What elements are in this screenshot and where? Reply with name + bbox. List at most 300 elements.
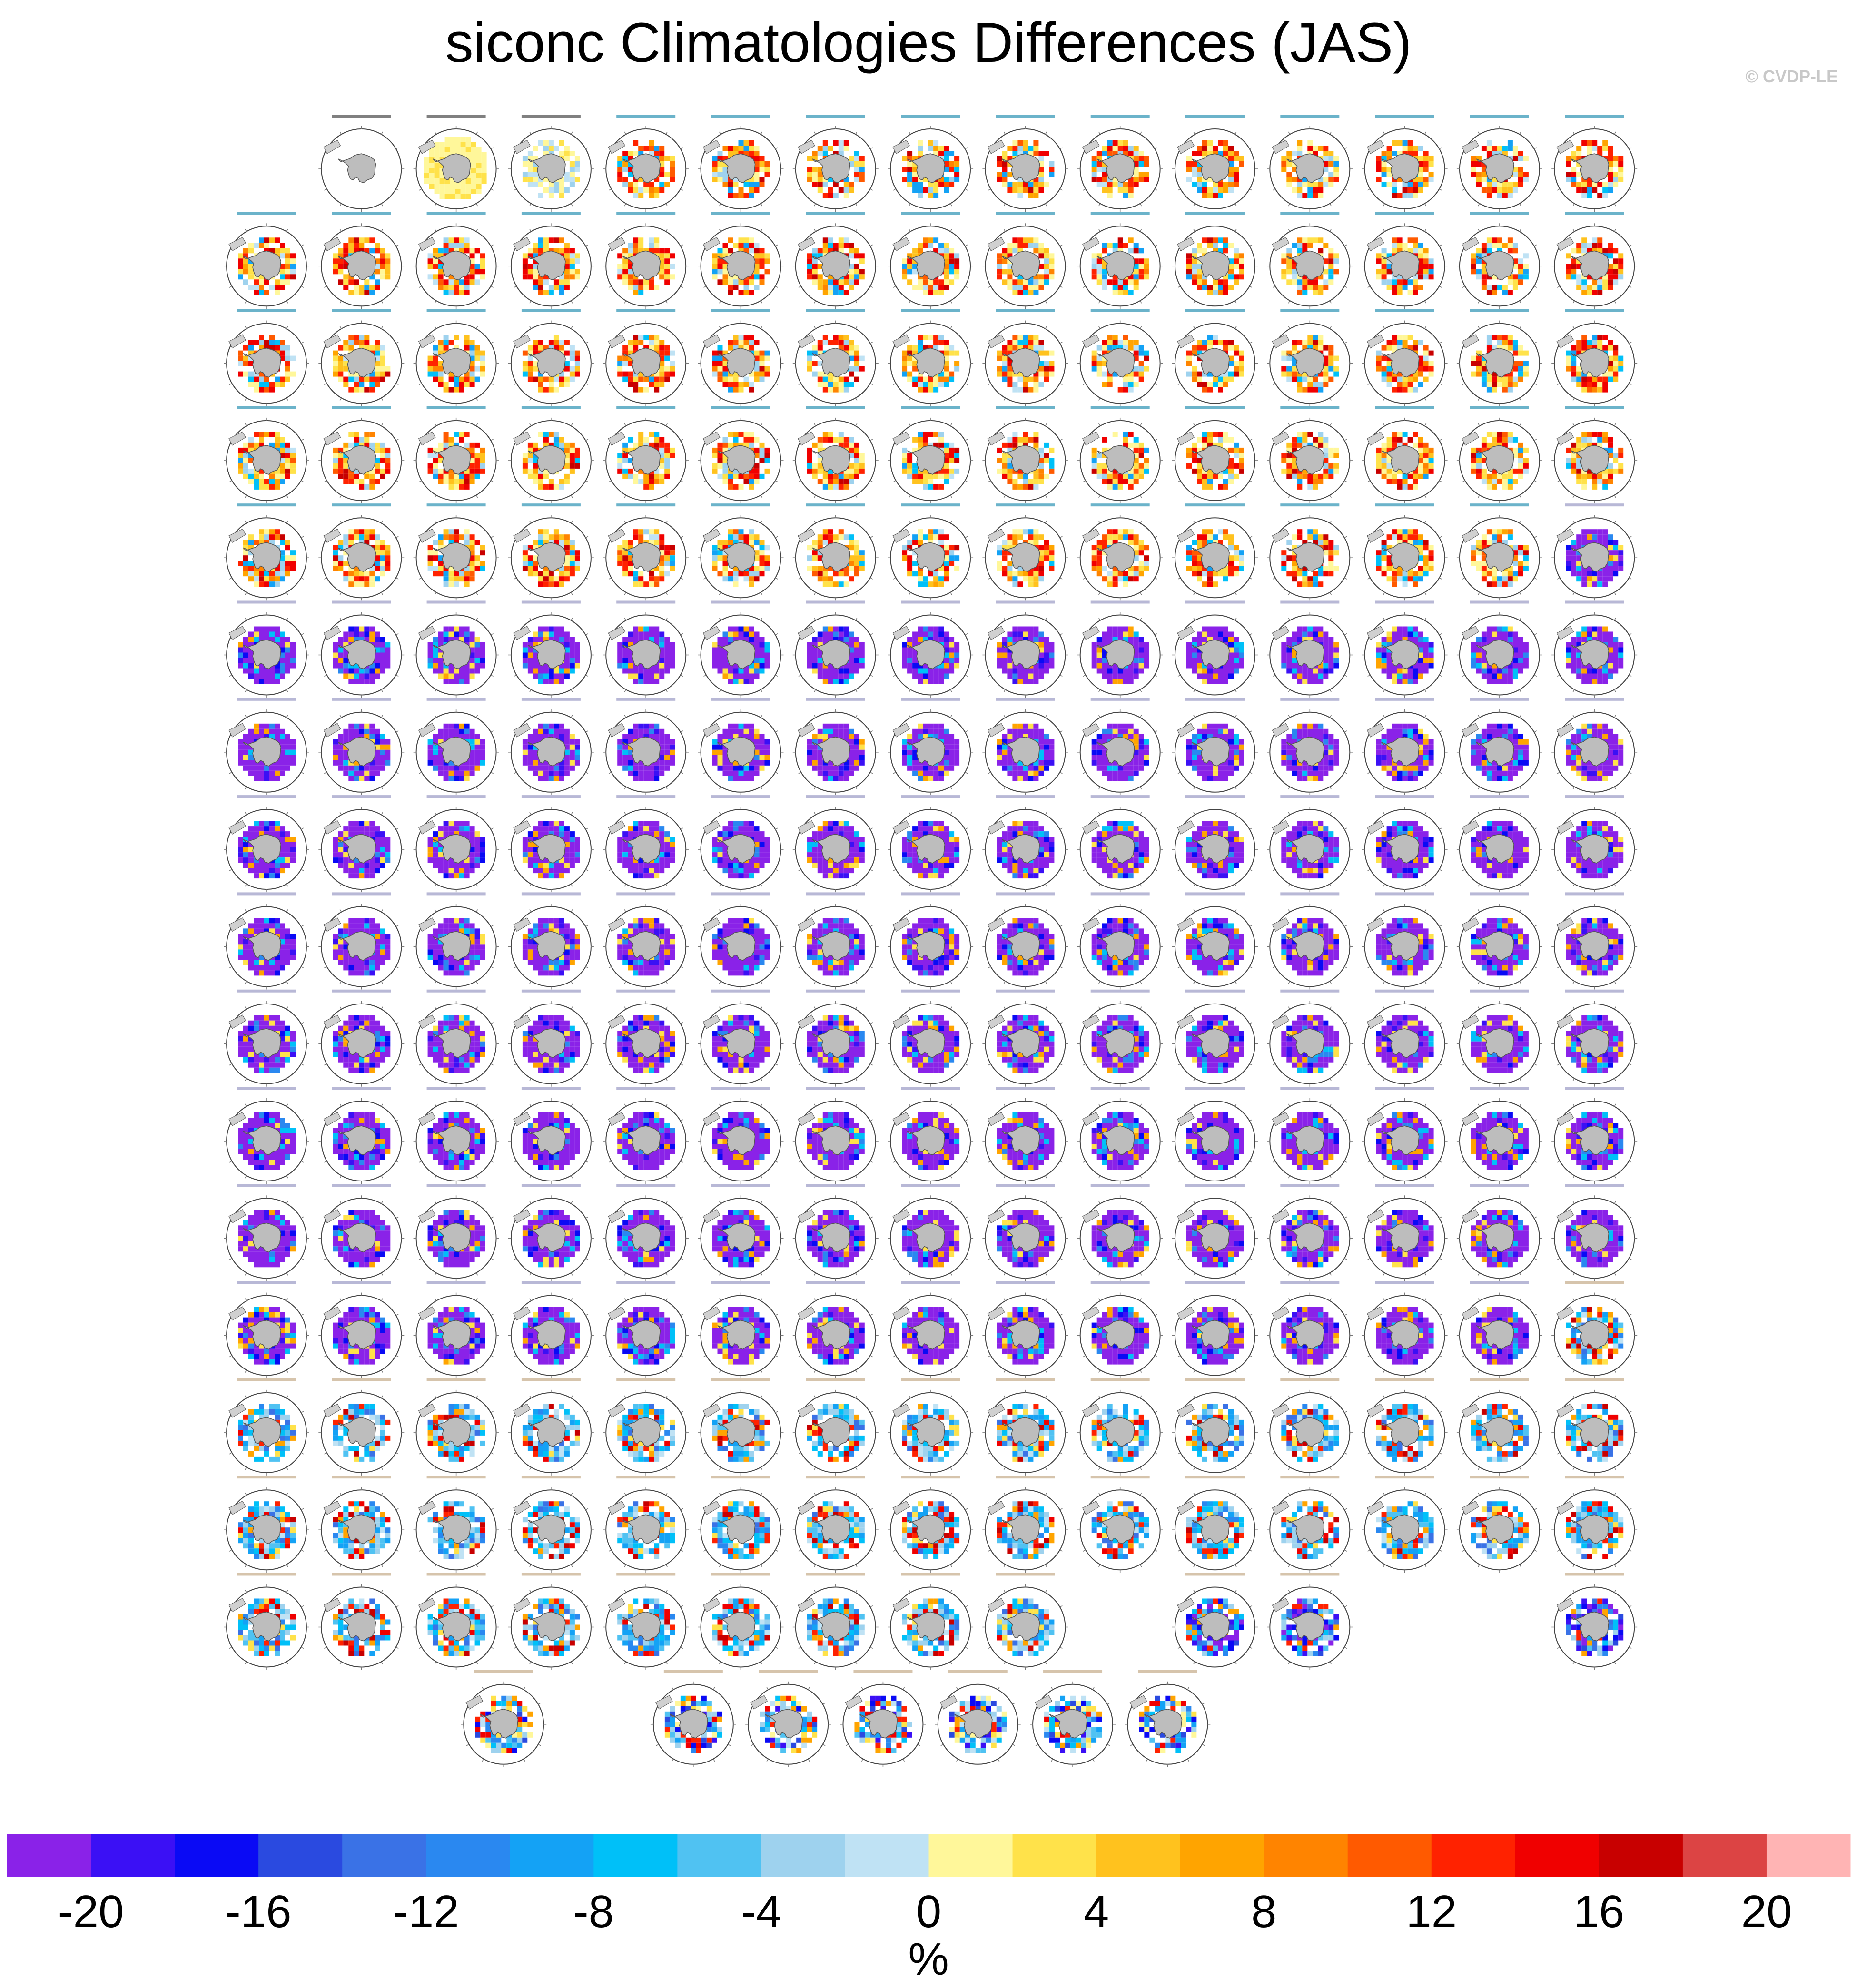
panel-title — [901, 1378, 960, 1381]
panel-title — [427, 1573, 486, 1576]
panel-title — [996, 698, 1055, 701]
map-panel — [224, 406, 309, 503]
map-panel — [1362, 795, 1448, 892]
panel-title — [1375, 309, 1434, 312]
panel-title — [1470, 115, 1529, 118]
colorbar-segment — [677, 1834, 761, 1877]
panel-title — [427, 601, 486, 604]
panel-title — [1280, 1184, 1339, 1187]
map-panel — [982, 1087, 1068, 1184]
map-panel — [793, 698, 879, 795]
map-panel — [508, 1476, 594, 1573]
map-panel — [224, 1087, 309, 1184]
panel-title — [616, 1087, 675, 1090]
panel-title — [1091, 795, 1150, 798]
map-panel — [224, 212, 309, 309]
map-panel — [888, 212, 973, 309]
map-panel — [1077, 892, 1163, 989]
panel-title — [711, 212, 770, 215]
panel-title — [427, 698, 486, 701]
map-panel — [888, 406, 973, 503]
map-panel — [793, 1087, 879, 1184]
panel-title — [1185, 1476, 1245, 1478]
panel-title — [1565, 309, 1624, 312]
panel-title — [806, 309, 865, 312]
map-panel — [1077, 503, 1163, 600]
map-panel — [508, 406, 594, 503]
map-panel — [888, 795, 973, 892]
map-panel — [1267, 406, 1353, 503]
panel-title — [522, 503, 581, 506]
panel-title — [522, 990, 581, 993]
map-panel — [888, 601, 973, 698]
colorbar-segment — [7, 1834, 91, 1877]
panel-title — [522, 406, 581, 409]
map-panel — [1267, 1184, 1353, 1281]
map-panel — [414, 795, 499, 892]
panel-title — [806, 1184, 865, 1187]
panel-title — [711, 406, 770, 409]
panel-title — [1470, 795, 1529, 798]
map-panel — [414, 1281, 499, 1378]
map-panel — [1551, 990, 1637, 1087]
colorbar-segment — [1432, 1834, 1516, 1877]
map-panel — [651, 1670, 736, 1767]
panel-title — [901, 795, 960, 798]
map-panel — [1172, 1476, 1258, 1573]
panel-title — [427, 115, 486, 118]
map-panel — [888, 1476, 973, 1573]
map-panel — [982, 503, 1068, 600]
colorbar-segment — [845, 1834, 929, 1877]
map-panel — [698, 601, 784, 698]
panel-title — [996, 795, 1055, 798]
map-panel — [698, 892, 784, 989]
map-panel — [414, 601, 499, 698]
panel-title — [616, 1378, 675, 1381]
panel-title — [237, 795, 296, 798]
map-panel — [698, 406, 784, 503]
panel-title — [1280, 212, 1339, 215]
map-panel — [888, 1378, 973, 1476]
map-panel — [1077, 1281, 1163, 1378]
panel-title — [1375, 698, 1434, 701]
map-panel — [1457, 990, 1542, 1087]
panel-title — [996, 309, 1055, 312]
map-panel — [1457, 1476, 1542, 1573]
map-panel — [1077, 698, 1163, 795]
panel-title — [1470, 406, 1529, 409]
panel-title — [901, 212, 960, 215]
map-panel — [1172, 990, 1258, 1087]
colorbar-segment — [426, 1834, 510, 1877]
map-panel — [414, 1087, 499, 1184]
panel-title — [522, 1476, 581, 1478]
map-panel — [1172, 1378, 1258, 1476]
map-panel — [1077, 1378, 1163, 1476]
panel-title — [332, 1087, 391, 1090]
panel-title — [853, 1670, 912, 1673]
map-panel — [793, 1281, 879, 1378]
panel-title — [901, 1281, 960, 1284]
map-panel — [1362, 503, 1448, 600]
panel-title — [1565, 990, 1624, 993]
map-panel — [793, 212, 879, 309]
panel-title — [1185, 698, 1245, 701]
map-panel — [698, 309, 784, 406]
map-panel — [1551, 1087, 1637, 1184]
map-panel — [793, 601, 879, 698]
panel-title — [996, 1281, 1055, 1284]
panel-title — [806, 503, 865, 506]
panel-title — [996, 601, 1055, 604]
colorbar-tick-label: -4 — [741, 1886, 781, 1937]
panel-title — [332, 1573, 391, 1576]
map-panel — [793, 1573, 879, 1670]
colorbar-segment — [761, 1834, 845, 1877]
chart-title: siconc Climatologies Differences (JAS) — [0, 10, 1857, 76]
panel-title — [332, 1281, 391, 1284]
map-panel — [318, 1476, 404, 1573]
map-panel — [982, 698, 1068, 795]
map-panel — [1267, 601, 1353, 698]
map-panel — [1362, 601, 1448, 698]
map-panel — [1267, 503, 1353, 600]
panel-title — [332, 990, 391, 993]
panel-title — [332, 892, 391, 895]
map-panel — [224, 1281, 309, 1378]
panel-title — [711, 1476, 770, 1478]
map-panel — [793, 309, 879, 406]
panel-title — [427, 795, 486, 798]
colorbar-segment — [342, 1834, 426, 1877]
panel-title — [1565, 601, 1624, 604]
map-panel — [982, 1378, 1068, 1476]
map-panel — [1077, 212, 1163, 309]
map-panel — [1362, 1087, 1448, 1184]
colorbar-tick-label: -12 — [393, 1886, 459, 1937]
map-panel — [224, 1184, 309, 1281]
map-panel — [1551, 1573, 1637, 1670]
map-panel — [224, 1378, 309, 1476]
panel-title — [711, 795, 770, 798]
colorbar-segment — [91, 1834, 175, 1877]
panel-title — [522, 1378, 581, 1381]
map-panel — [318, 795, 404, 892]
panel-title — [1185, 309, 1245, 312]
map-panel — [603, 892, 689, 989]
panel-title — [332, 503, 391, 506]
map-panel — [1267, 212, 1353, 309]
panel-title — [1565, 795, 1624, 798]
map-panel — [793, 406, 879, 503]
panel-title — [711, 1281, 770, 1284]
panel-title — [1091, 1476, 1150, 1478]
panel-title — [522, 1281, 581, 1284]
map-panel — [414, 990, 499, 1087]
map-panel — [1267, 1087, 1353, 1184]
panel-title — [1375, 1476, 1434, 1478]
map-panel — [1077, 795, 1163, 892]
map-panel — [1457, 698, 1542, 795]
panel-title — [474, 1670, 533, 1673]
map-panel — [318, 115, 404, 212]
map-panel — [982, 990, 1068, 1087]
map-panel — [1551, 1476, 1637, 1573]
map-panel — [603, 601, 689, 698]
panel-title — [1565, 1476, 1624, 1478]
panel-title — [711, 990, 770, 993]
watermark: © CVDP-LE — [1745, 67, 1838, 87]
map-panel — [603, 1281, 689, 1378]
colorbar-tick-label: 20 — [1741, 1886, 1792, 1937]
panel-title — [427, 406, 486, 409]
colorbar-unit-label: % — [908, 1934, 948, 1985]
map-panel — [698, 698, 784, 795]
colorbar-tick-label: 0 — [916, 1886, 941, 1937]
map-panel — [840, 1670, 926, 1767]
map-panel — [1077, 1087, 1163, 1184]
panel-title — [427, 1087, 486, 1090]
map-panel — [698, 212, 784, 309]
panel-title — [237, 1281, 296, 1284]
panel-title — [237, 601, 296, 604]
panel-title — [1280, 1087, 1339, 1090]
colorbar-tick-label: -16 — [226, 1886, 292, 1937]
panel-title — [237, 1184, 296, 1187]
panel-title — [664, 1670, 723, 1673]
map-panel — [508, 212, 594, 309]
panel-title — [237, 1573, 296, 1576]
panel-title — [1185, 1281, 1245, 1284]
panel-title — [711, 698, 770, 701]
colorbar-tick-label: 8 — [1251, 1886, 1276, 1937]
colorbar-segment — [1264, 1834, 1348, 1877]
map-panel — [698, 1184, 784, 1281]
map-panel — [224, 990, 309, 1087]
map-panel — [1457, 892, 1542, 989]
map-panel — [1551, 892, 1637, 989]
colorbar-segment — [175, 1834, 259, 1877]
map-panel — [1267, 1476, 1353, 1573]
panel-title — [1470, 503, 1529, 506]
panel-title — [759, 1670, 818, 1673]
map-panel — [1457, 1184, 1542, 1281]
map-panel — [603, 212, 689, 309]
map-panel — [1457, 212, 1542, 309]
panel-title — [1565, 1184, 1624, 1187]
panel-title — [616, 115, 675, 118]
panel-title — [711, 892, 770, 895]
map-panel — [1551, 309, 1637, 406]
panel-title — [901, 503, 960, 506]
map-panel — [982, 406, 1068, 503]
panel-title — [901, 892, 960, 895]
panel-title — [806, 892, 865, 895]
map-panel — [1267, 892, 1353, 989]
panel-title — [1470, 1476, 1529, 1478]
colorbar-segment — [1599, 1834, 1683, 1877]
panel-title — [996, 115, 1055, 118]
panel-title — [237, 892, 296, 895]
map-panel — [414, 1184, 499, 1281]
map-panel — [1077, 406, 1163, 503]
map-panel — [1457, 115, 1542, 212]
map-panel — [414, 698, 499, 795]
panel-title — [711, 1378, 770, 1381]
panel-title — [711, 1184, 770, 1187]
panel-title — [332, 1476, 391, 1478]
map-panel — [793, 795, 879, 892]
map-panel — [1362, 1378, 1448, 1476]
panel-title — [1185, 212, 1245, 215]
map-panel — [603, 698, 689, 795]
panel-title — [1565, 1087, 1624, 1090]
panel-title — [1185, 601, 1245, 604]
map-panel — [1267, 795, 1353, 892]
panel-title — [1138, 1670, 1197, 1673]
map-panel — [318, 212, 404, 309]
map-panel — [698, 990, 784, 1087]
panel-title — [1280, 1378, 1339, 1381]
panel-title — [806, 698, 865, 701]
colorbar-segment — [1180, 1834, 1264, 1877]
map-panel — [508, 309, 594, 406]
panel-title — [522, 212, 581, 215]
panel-title — [1185, 1573, 1245, 1576]
map-panel — [1125, 1670, 1210, 1767]
map-panel — [793, 1184, 879, 1281]
map-panel — [698, 1087, 784, 1184]
map-panel — [1267, 1378, 1353, 1476]
map-panel — [1077, 115, 1163, 212]
panel-title — [1280, 1281, 1339, 1284]
map-panel — [1551, 795, 1637, 892]
panel-title — [332, 795, 391, 798]
panel-title — [1375, 1087, 1434, 1090]
panel-title — [1280, 309, 1339, 312]
map-panel — [318, 503, 404, 600]
map-panel — [508, 795, 594, 892]
map-panel — [1457, 309, 1542, 406]
panel-title — [806, 1476, 865, 1478]
panel-title — [1470, 1087, 1529, 1090]
panel-title — [1375, 503, 1434, 506]
map-panel — [1551, 1184, 1637, 1281]
panel-title — [1043, 1670, 1102, 1673]
map-panel — [982, 892, 1068, 989]
panel-title — [996, 1087, 1055, 1090]
panel-title — [1280, 115, 1339, 118]
panel-title — [332, 309, 391, 312]
panel-title — [996, 892, 1055, 895]
map-panel — [888, 503, 973, 600]
panel-title — [237, 212, 296, 215]
map-panel — [1172, 1087, 1258, 1184]
panel-title — [806, 1573, 865, 1576]
panel-title — [1375, 1281, 1434, 1284]
map-panel — [318, 1573, 404, 1670]
panel-title — [616, 1281, 675, 1284]
panel-title — [427, 309, 486, 312]
panel-title — [616, 892, 675, 895]
panel-title — [806, 212, 865, 215]
panel-title — [1470, 1184, 1529, 1187]
map-panel — [698, 503, 784, 600]
panel-title — [806, 406, 865, 409]
panel-title — [616, 309, 675, 312]
panel-title — [901, 406, 960, 409]
map-panel — [1457, 1281, 1542, 1378]
map-panel — [508, 115, 594, 212]
panel-title — [616, 503, 675, 506]
map-panel — [603, 406, 689, 503]
panel-title — [616, 1573, 675, 1576]
panel-title — [616, 990, 675, 993]
map-panel — [1457, 1378, 1542, 1476]
panel-title — [1375, 115, 1434, 118]
map-panel — [1551, 212, 1637, 309]
map-panel — [1267, 1281, 1353, 1378]
panel-title — [237, 406, 296, 409]
map-panel — [603, 503, 689, 600]
panel-title — [1565, 1378, 1624, 1381]
map-panel — [888, 892, 973, 989]
panel-title — [1375, 406, 1434, 409]
panel-title — [1091, 698, 1150, 701]
map-panel — [1362, 892, 1448, 989]
panel-title — [522, 1573, 581, 1576]
map-panel — [414, 1573, 499, 1670]
panel-title — [901, 1184, 960, 1187]
panel-title — [711, 601, 770, 604]
map-panel — [318, 1087, 404, 1184]
panel-title — [1280, 795, 1339, 798]
panel-title — [1185, 406, 1245, 409]
map-panel — [318, 309, 404, 406]
map-panel — [698, 1476, 784, 1573]
panel-title — [1565, 698, 1624, 701]
map-panel — [603, 1184, 689, 1281]
map-panel — [1551, 1281, 1637, 1378]
panel-title — [237, 1378, 296, 1381]
panel-title — [1091, 601, 1150, 604]
colorbar-tick-label: 16 — [1573, 1886, 1624, 1937]
panel-title — [1375, 892, 1434, 895]
map-panel — [414, 406, 499, 503]
panel-title — [1280, 698, 1339, 701]
panel-title — [427, 212, 486, 215]
panel-title — [522, 698, 581, 701]
map-panel — [888, 115, 973, 212]
map-panel — [888, 1281, 973, 1378]
map-panel — [888, 309, 973, 406]
panel-title — [1470, 698, 1529, 701]
colorbar-segment — [1013, 1834, 1097, 1877]
panel-title — [996, 503, 1055, 506]
colorbar-segment — [593, 1834, 678, 1877]
map-panel — [1457, 601, 1542, 698]
panel-title — [1185, 115, 1245, 118]
panel-title — [1565, 503, 1624, 506]
map-panel — [508, 1281, 594, 1378]
map-panel — [414, 1476, 499, 1573]
panel-title — [427, 1476, 486, 1478]
panel-title — [332, 212, 391, 215]
map-panel — [1362, 115, 1448, 212]
panel-title — [1280, 601, 1339, 604]
panel-title — [901, 1087, 960, 1090]
